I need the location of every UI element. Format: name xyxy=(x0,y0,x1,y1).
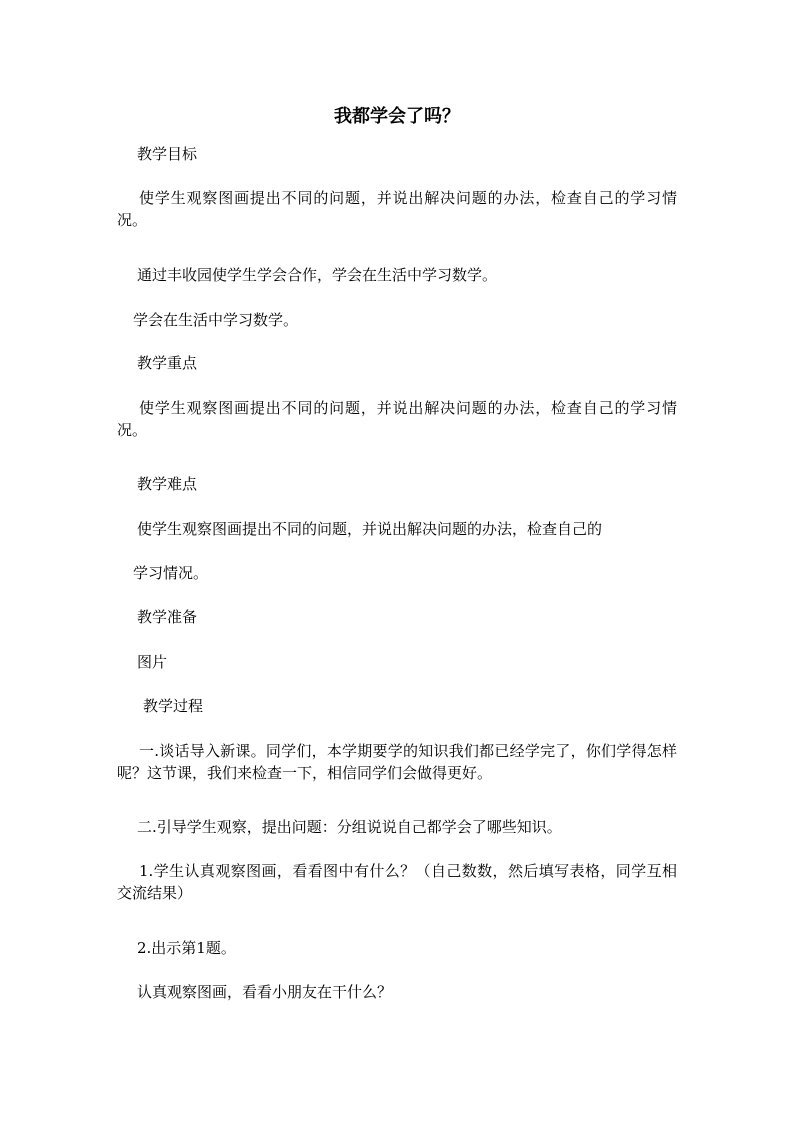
heading-preparation: 教学准备 xyxy=(137,608,198,626)
heading-teaching-process: 教学过程 xyxy=(143,697,204,715)
paragraph-difficulties-line-1: 使学生观察图画提出不同的问题，并说出解决问题的办法，检查自己的 xyxy=(137,520,603,538)
paragraph-process-2-1: 1.学生认真观察图画，看看图中有什么？（自己数数，然后填写表格，同学互相交流结果） xyxy=(117,862,677,902)
heading-difficulties: 教学难点 xyxy=(137,475,198,493)
paragraph-goal-1: 使学生观察图画提出不同的问题，并说出解决问题的办法，检查自己的学习情况。 xyxy=(117,189,677,229)
paragraph-goal-2: 通过丰收园使学生学会合作，学会在生活中学习数学。 xyxy=(137,266,498,284)
paragraph-process-1: 一.谈话导入新课。同学们，本学期要学的知识我们都已经学完了，你们学得怎样呢？这节课，我们来检查一下，相信同学们会做得更好。 xyxy=(117,742,677,782)
paragraph-goal-3: 学会在生活中学习数学。 xyxy=(133,311,299,329)
paragraph-observe-picture: 认真观察图画，看看小朋友在干什么？ xyxy=(137,983,393,1001)
paragraph-process-2-2: 2.出示第1题。 xyxy=(137,939,236,957)
paragraph-process-2: 二.引导学生观察，提出问题：分组说说自己都学会了哪些知识。 xyxy=(137,818,562,836)
heading-teaching-goals: 教学目标 xyxy=(137,145,198,163)
heading-key-points: 教学重点 xyxy=(137,354,198,372)
paragraph-key-points: 使学生观察图画提出不同的问题，并说出解决问题的办法，检查自己的学习情况。 xyxy=(117,399,677,439)
paragraph-difficulties-line-2: 学习情况。 xyxy=(133,564,209,582)
paragraph-preparation: 图片 xyxy=(137,653,168,671)
document-title: 我都学会了吗？ xyxy=(334,106,460,127)
